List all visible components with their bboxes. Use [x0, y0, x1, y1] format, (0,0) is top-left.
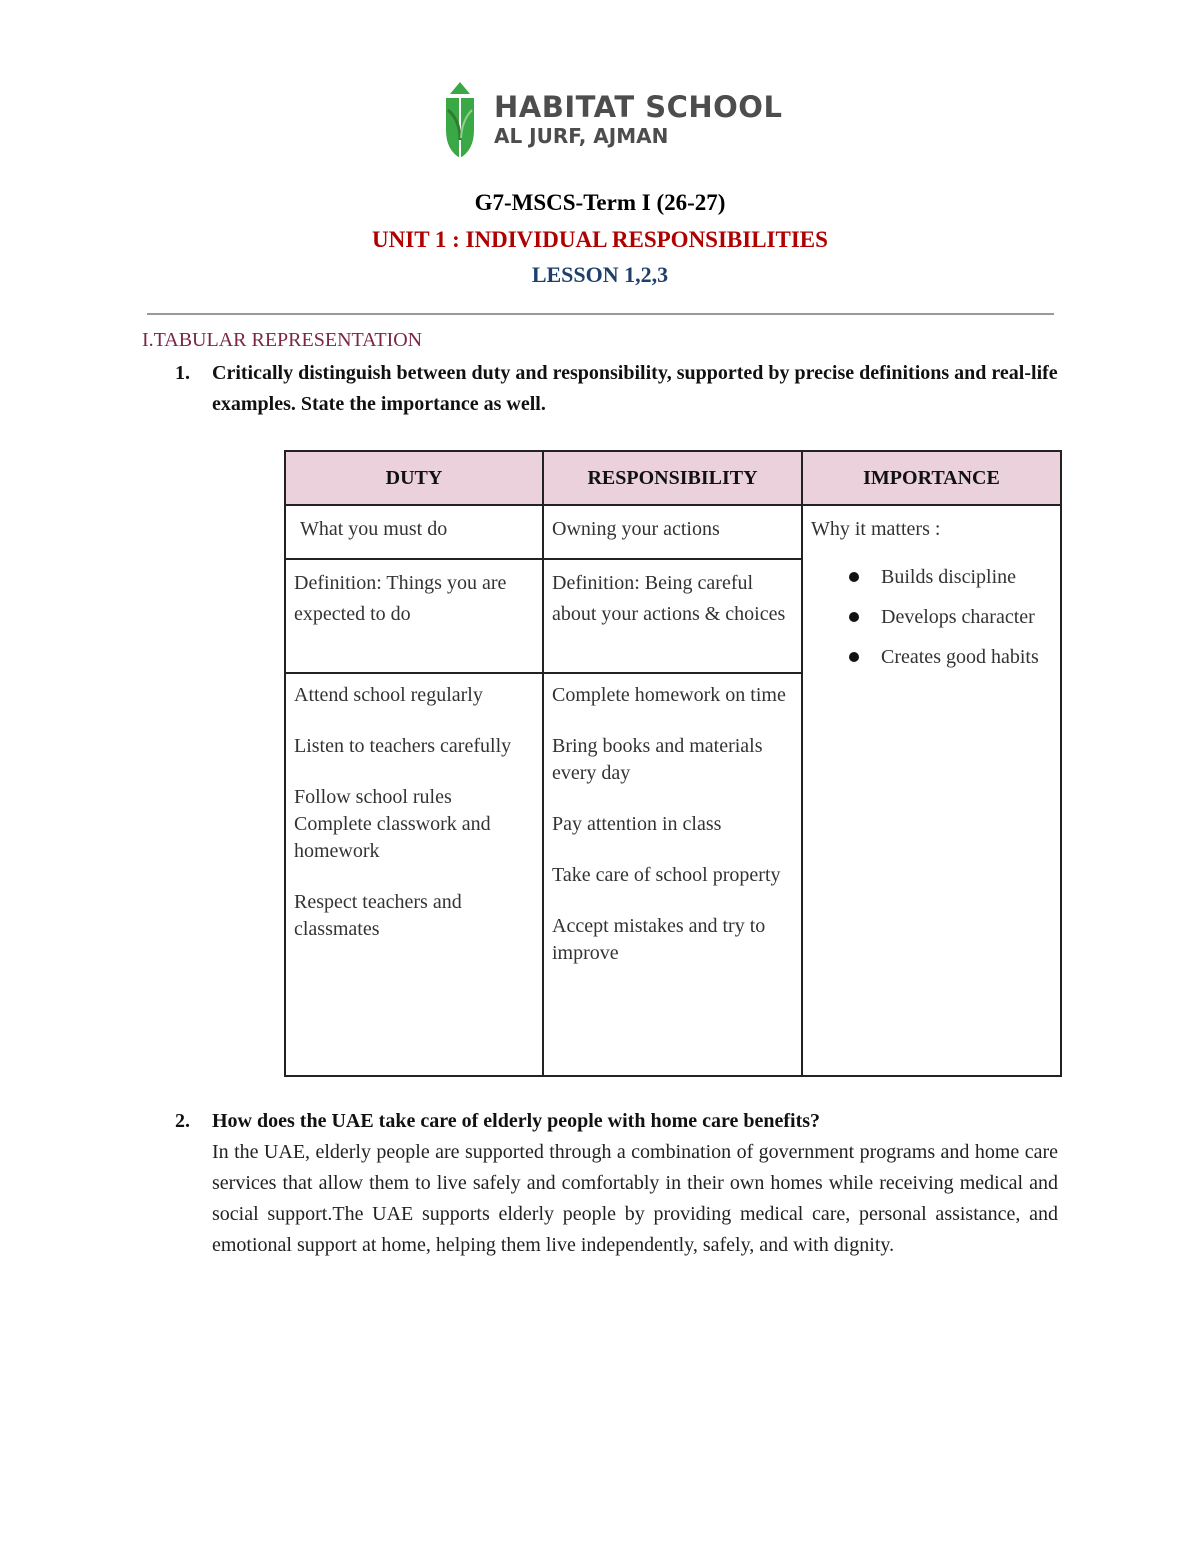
school-logo [440, 80, 782, 160]
duty-examples [285, 673, 543, 1076]
importance-list [811, 557, 1052, 677]
list-item: Respect teachers and classmates [294, 891, 462, 940]
list-item: Builds discipline [881, 557, 1052, 597]
school-location: AL JURF, AJMAN [494, 124, 669, 148]
list-item: Accept mistakes and try to improve [552, 915, 766, 964]
list-item: Complete homework on time [552, 684, 786, 706]
section-title: I.TABULAR REPRESENTATION [142, 329, 423, 351]
duty-summary [285, 505, 543, 559]
pencil-leaf-logo-icon [440, 80, 480, 160]
header-importance: IMPORTANCE [802, 451, 1061, 505]
question-2 [175, 1106, 1065, 1137]
question-1-text: Critically distinguish between duty and responsibility, supported by precise definitions and real-life examples. State the importance as well. [212, 362, 1058, 415]
list-item: Bring books and materials every day [552, 735, 763, 784]
header-duty: DUTY [285, 451, 543, 505]
question-1-number: 1. [175, 362, 190, 384]
school-name: HABITAT SCHOOL [494, 90, 783, 124]
list-item: Pay attention in class [552, 813, 722, 835]
question-1 [175, 358, 1065, 420]
duty-responsibility-table [284, 450, 1062, 1077]
lesson-title: LESSON 1,2,3 [531, 262, 669, 287]
question-2-text: How does the UAE take care of elderly people with home care benefits? [212, 1110, 821, 1132]
importance-heading: Why it matters : [811, 518, 941, 540]
list-item: Follow school rules [294, 786, 452, 808]
list-item: Creates good habits [881, 637, 1052, 677]
course-title: G7-MSCS-Term I (26-27) [474, 190, 726, 215]
unit-title: UNIT 1 : INDIVIDUAL RESPONSIBILITIES [372, 227, 828, 252]
responsibility-summary: Owning your actions [543, 505, 802, 559]
list-item: Listen to teachers carefully [294, 735, 512, 757]
list-item: Complete classwork and homework [294, 813, 491, 862]
header-responsibility: RESPONSIBILITY [543, 451, 802, 505]
question-2-number: 2. [175, 1110, 190, 1132]
responsibility-definition: Definition: Being careful about your actions & choices [543, 559, 802, 673]
duty-summary-text: What you must do [300, 518, 448, 540]
importance-cell [802, 505, 1061, 1076]
question-2-answer: In the UAE, elderly people are supported through a combination of government programs and home care services that allow them to live safely and comfortably in their own homes while receiving medical and social support.The UAE supports elderly people by providing medical care, personal assistance, and emotional support at home, helping them live independently, safely, and with dignity. [212, 1141, 1058, 1256]
list-item: Take care of school property [552, 864, 781, 886]
list-item: Develops character [881, 597, 1052, 637]
duty-definition: Definition: Things you are expected to do [285, 559, 543, 673]
responsibility-examples [543, 673, 802, 1076]
list-item: Attend school regularly [294, 684, 483, 706]
header-divider [147, 313, 1054, 315]
